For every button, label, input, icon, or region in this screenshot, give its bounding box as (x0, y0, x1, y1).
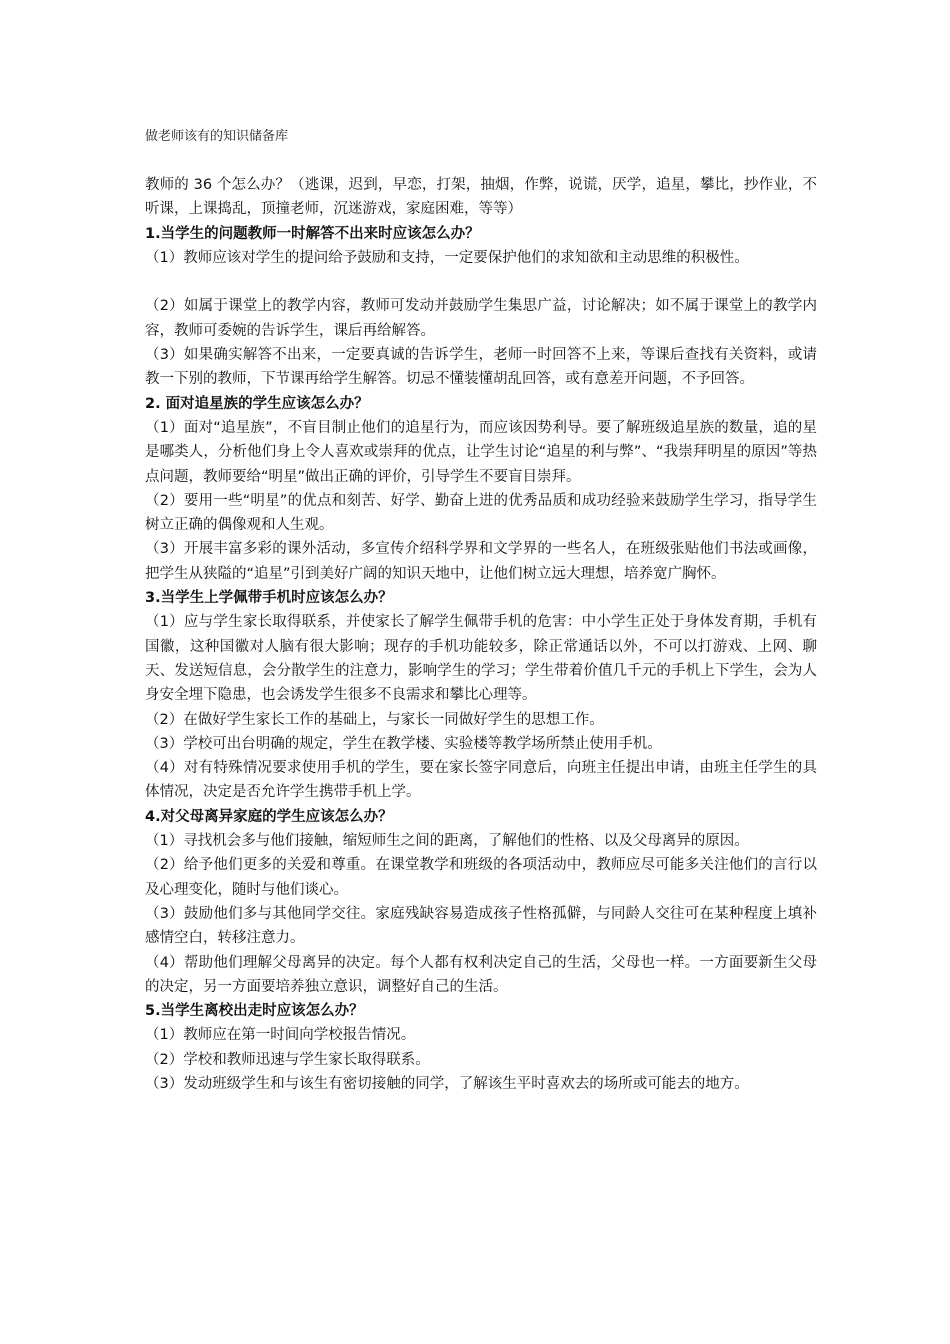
section-item: （3）如果确实解答不出来，一定要真诚的告诉学生，老师一时回答不上来，等课后查找有关资料，或请教一下别的教师，下节课再给学生解答。切忌不懂装懂胡乱回答，或有意差开问题，不予回答。 (145, 347, 817, 388)
document-body (145, 173, 817, 1096)
section-item: （2）如属于课堂上的教学内容，教师可发动并鼓励学生集思广益，讨论解决；如不属于课堂上的教学内容，教师可委婉的告诉学生，课后再给解答。 (145, 298, 817, 339)
section-heading: 4.对父母离异家庭的学生应该怎么办？ (145, 808, 393, 825)
section-item: （3）鼓励他们多与其他同学交往。家庭残缺容易造成孩子性格孤僻，与同龄人交往可在某种程度上填补感情空白，转移注意力。 (145, 905, 817, 947)
section-item: （3）开展丰富多彩的课外活动，多宣传介绍科学界和文学界的一些名人，在班级张贴他们书法或画像，把学生从狭隘的“追星”引到美好广阔的知识天地中，让他们树立远大理想，培养宽广胸怀。 (145, 541, 817, 582)
section-item: （1）面对“追星族”，不盲目制止他们的追星行为，而应该因势利导。要了解班级追星族的数量，追的星是哪类人，分析他们身上令人喜欢或崇拜的优点，让学生讨论“追星的利与弊”、“我崇拜明星的原因”等热点问题，教师要给“明星”做出正确的评价，引导学生不要盲目崇拜。 (145, 419, 817, 485)
section-item: （1）教师应在第一时间向学校报告情况。 (145, 1027, 416, 1044)
section-heading: 5.当学生离校出走时应该怎么办？ (145, 1003, 364, 1020)
section-item: （2）要用一些“明星”的优点和刻苦、好学、勤奋上进的优秀品质和成功经验来鼓励学生学习，指导学生树立正确的偶像观和人生观。 (145, 492, 817, 534)
intro-paragraph: 教师的 36 个怎么办？（逃课，迟到，早恋，打架，抽烟，作弊，说谎，厌学，追星，攀比，抄作业，不听课，上课捣乱，顶撞老师，沉迷游戏，家庭困难，等等） (145, 177, 817, 218)
section-item: （1）寻找机会多与他们接触，缩短师生之间的距离，了解他们的性格、以及父母离异的原因。 (145, 833, 749, 850)
section-item: （2）学校和教师迅速与学生家长取得联系。 (145, 1051, 430, 1068)
document-title: 做老师该有的知识储备库 (145, 129, 289, 144)
section-heading: 1.当学生的问题教师一时解答不出来时应该怎么办？ (145, 225, 480, 242)
section-item: （3）发动班级学生和与该生有密切接触的同学，了解该生平时喜欢去的场所或可能去的地方。 (145, 1075, 749, 1092)
section-item: （3）学校可出台明确的规定，学生在教学楼、实验楼等教学场所禁止使用手机。 (145, 735, 662, 752)
section-item: （2）在做好学生家长工作的基础上，与家长一同做好学生的思想工作。 (145, 711, 604, 728)
section-heading: 3.当学生上学佩带手机时应该怎么办？ (145, 590, 393, 607)
section-item: （2）给予他们更多的关爱和尊重。在课堂教学和班级的各项活动中，教师应尽可能多关注他们的言行以及心理变化，随时与他们谈心。 (145, 857, 817, 898)
section-item: （4）帮助他们理解父母离异的决定。每个人都有权利决定自己的生活，父母也一样。一方面要新生父母的决定，另一方面要培养独立意识，调整好自己的生活。 (145, 954, 817, 995)
blank-line (145, 270, 817, 294)
section-item: （4）对有特殊情况要求使用手机的学生，要在家长签字同意后，向班主任提出申请，由班主任学生的具体情况，决定是否允许学生携带手机上学。 (145, 760, 817, 801)
section-item: （1）教师应该对学生的提问给予鼓励和支持，一定要保护他们的求知欲和主动思维的积极性。 (145, 249, 749, 266)
section-item: （1）应与学生家长取得联系，并使家长了解学生佩带手机的危害：中小学生正处于身体发育期，手机有国徽，这种国徽对人脑有很大影响；现存的手机功能较多，除正常通话以外，不可以打游戏、上网、聊天、发送短信息，会分散学生的注意力，影响学生的学习；学生带着价值几千元的手机上下学生，会为人身安全埋下隐患，也会诱发学生很多不良需求和攀比心理等。 (145, 614, 817, 704)
section-heading: 2. 面对追星族的学生应该怎么办？ (145, 395, 369, 412)
